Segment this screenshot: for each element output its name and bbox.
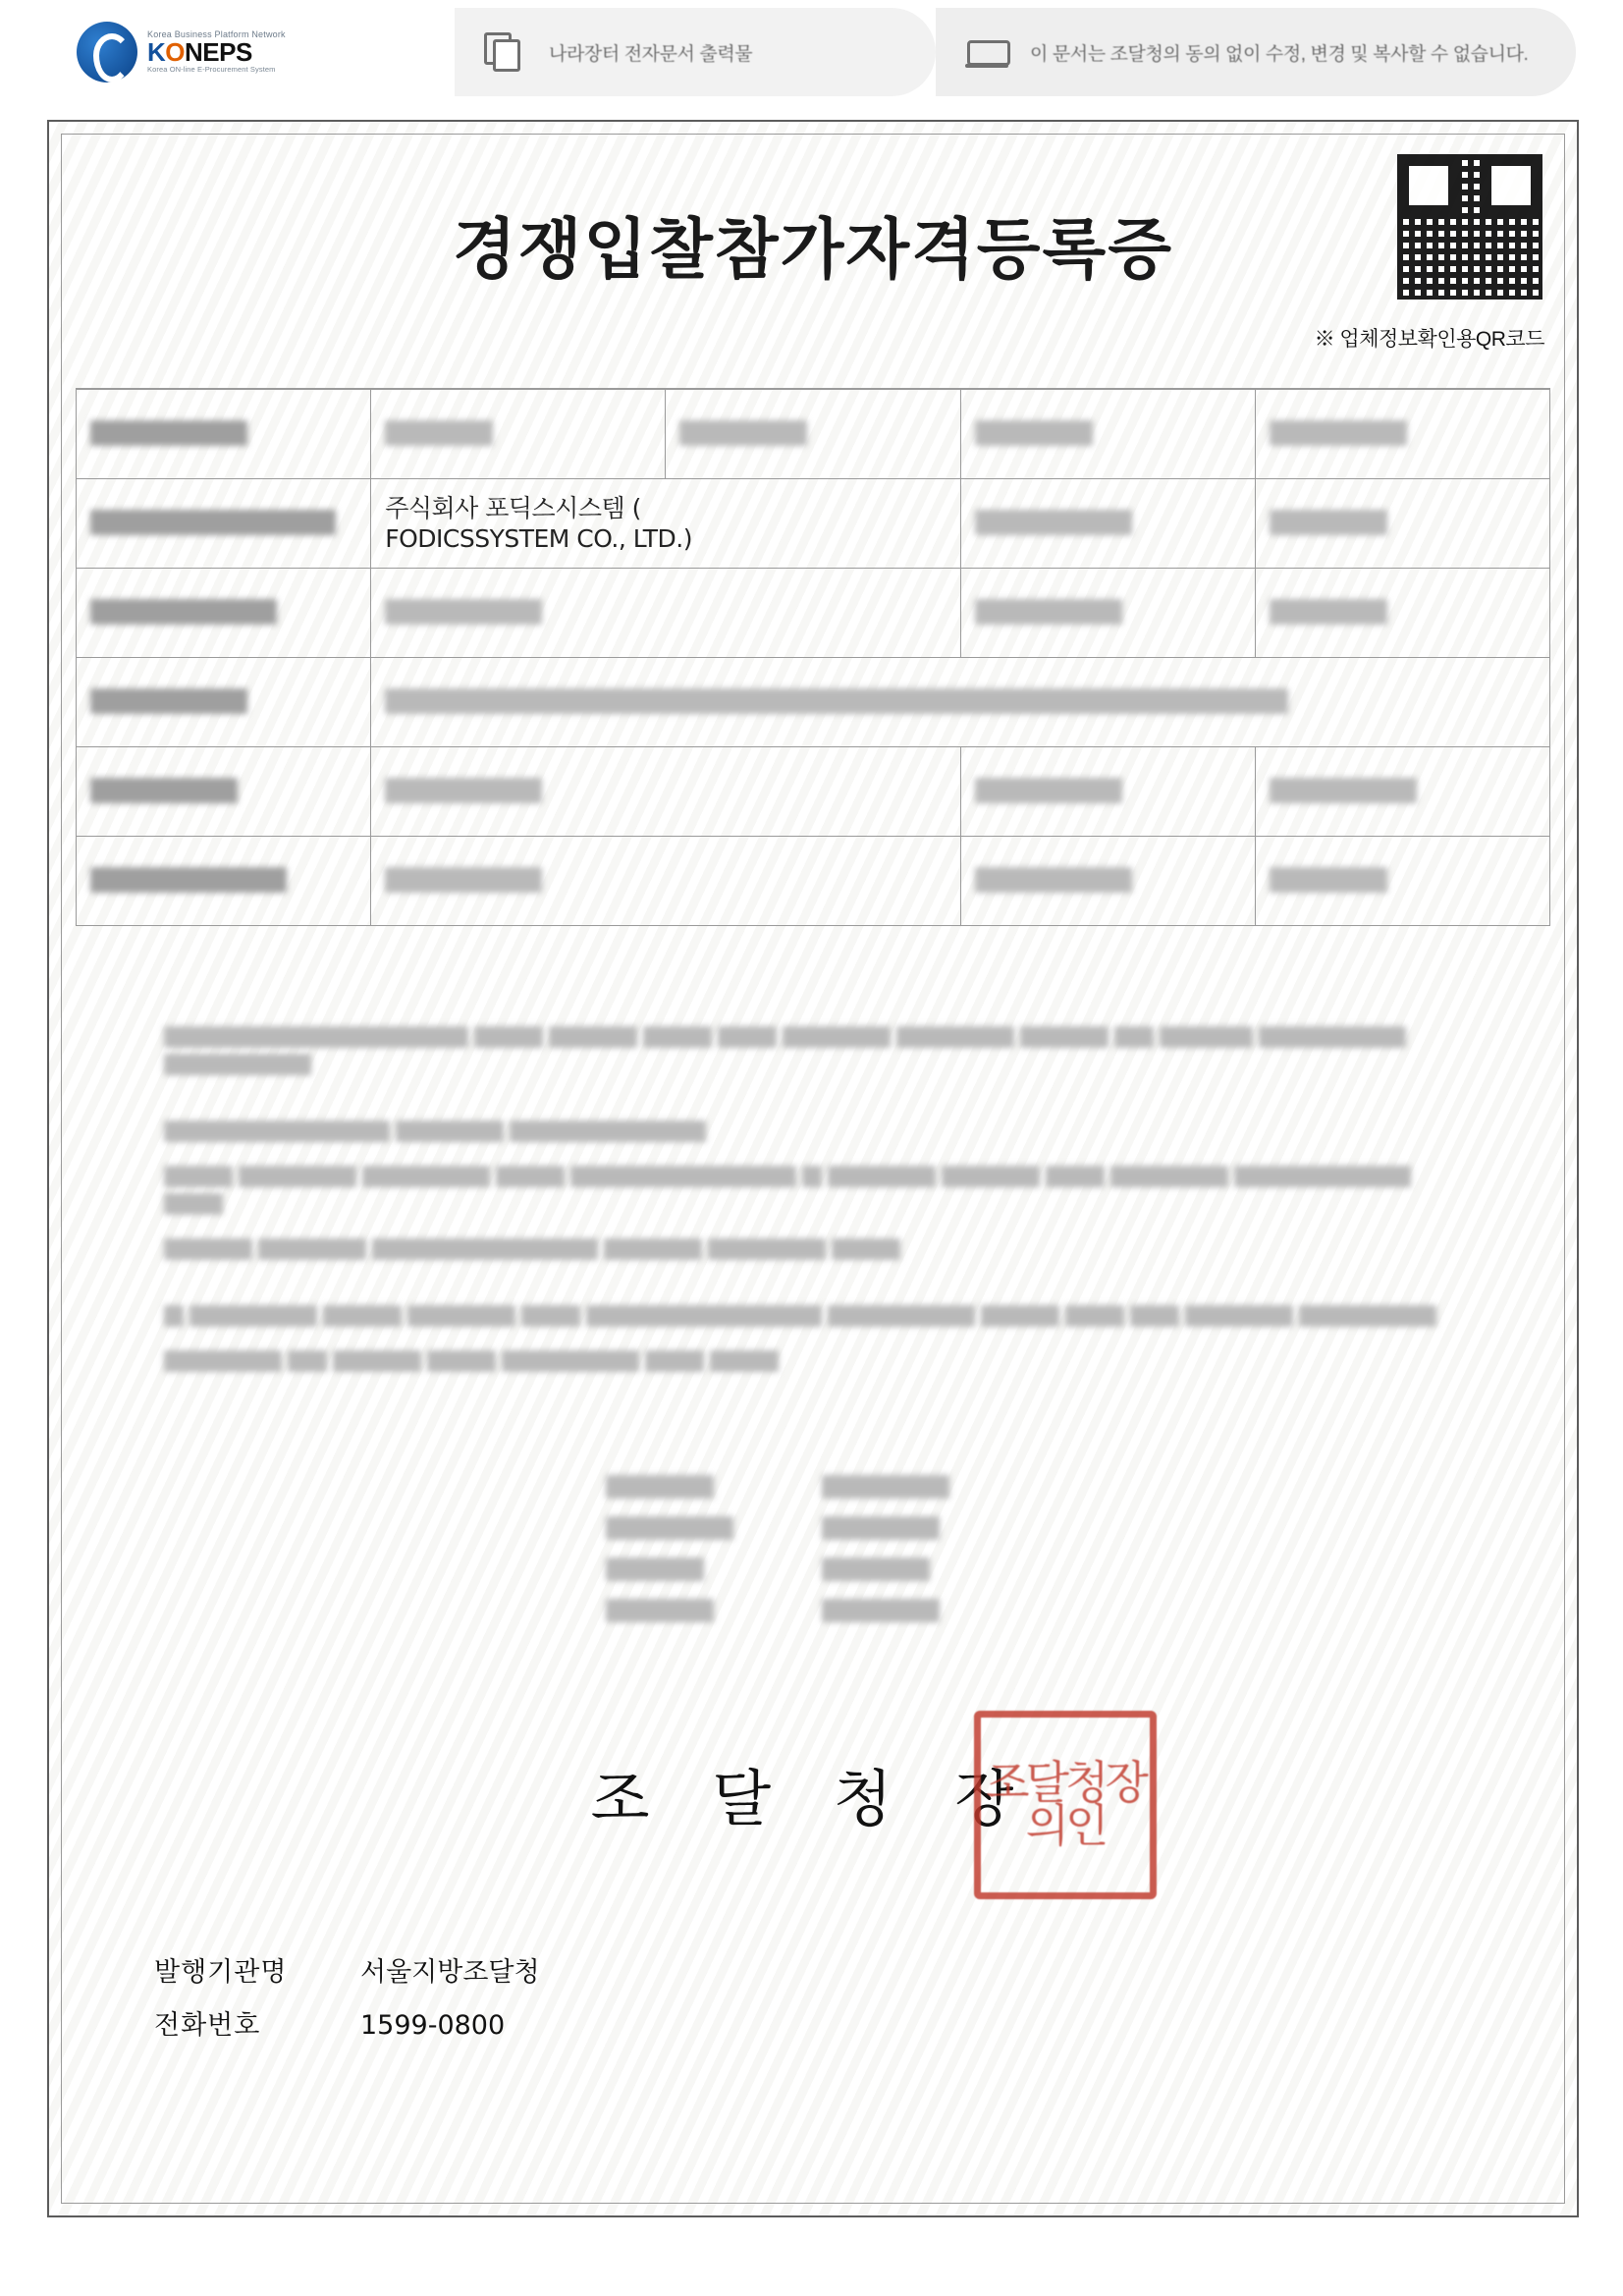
redacted-text bbox=[549, 1026, 637, 1048]
redacted-text bbox=[1270, 867, 1387, 893]
redacted-text bbox=[606, 1475, 714, 1499]
redacted-text bbox=[164, 1305, 184, 1327]
redacted-text bbox=[288, 1350, 327, 1372]
table-cell-value-redacted bbox=[371, 747, 960, 837]
redacted-text bbox=[606, 1516, 733, 1540]
table-cell-company-name bbox=[371, 479, 960, 569]
redacted-text bbox=[396, 1121, 504, 1142]
redacted-paragraph bbox=[76, 1235, 1550, 1263]
table-row bbox=[77, 479, 1550, 569]
koneps-emblem-icon bbox=[77, 22, 137, 82]
table-cell-label-redacted bbox=[77, 390, 371, 479]
footer-row-phone bbox=[154, 1999, 540, 2052]
redacted-text bbox=[832, 1238, 900, 1260]
table-cell-label-redacted bbox=[77, 658, 371, 747]
issuing-authority-title: 조 달 청 장 bbox=[590, 1763, 1036, 1834]
redacted-text bbox=[90, 420, 247, 446]
redacted-text bbox=[474, 1026, 543, 1048]
redacted-text bbox=[1130, 1305, 1179, 1327]
signature-details bbox=[606, 1475, 1116, 1622]
registration-info-table bbox=[76, 389, 1550, 926]
redacted-text bbox=[362, 1166, 490, 1187]
copy-icon bbox=[484, 32, 527, 72]
logo-brand-rest: NEPS bbox=[185, 37, 252, 68]
redacted-text bbox=[1065, 1305, 1124, 1327]
table-cell-value-redacted bbox=[1255, 747, 1549, 837]
toolbar-segment-copy-notice bbox=[936, 8, 1576, 96]
redacted-text bbox=[1299, 1305, 1436, 1327]
redacted-text bbox=[385, 420, 493, 446]
certificate-footer bbox=[154, 1946, 540, 2052]
footer-label-agency: 발행기관명 bbox=[154, 1957, 288, 1988]
redacted-text bbox=[164, 1026, 468, 1048]
redacted-text bbox=[975, 867, 1132, 893]
redacted-text bbox=[510, 1121, 706, 1142]
redacted-text bbox=[718, 1026, 777, 1048]
redacted-text bbox=[258, 1238, 366, 1260]
redacted-text bbox=[896, 1026, 1014, 1048]
redacted-text bbox=[90, 867, 287, 893]
redacted-text bbox=[783, 1026, 891, 1048]
redacted-text bbox=[164, 1121, 390, 1142]
table-cell-value-redacted bbox=[1255, 390, 1549, 479]
redacted-text bbox=[606, 1558, 704, 1581]
redacted-text bbox=[822, 1599, 940, 1622]
redacted-text bbox=[828, 1305, 975, 1327]
table-cell-label-redacted bbox=[77, 479, 371, 569]
table-row bbox=[77, 569, 1550, 658]
table-cell-label-redacted bbox=[77, 569, 371, 658]
redacted-text bbox=[385, 778, 542, 803]
redacted-text bbox=[90, 599, 277, 625]
redacted-paragraph bbox=[76, 1118, 1550, 1145]
redacted-text bbox=[1185, 1305, 1293, 1327]
qr-code-icon bbox=[1397, 154, 1542, 300]
redacted-text bbox=[708, 1238, 826, 1260]
certificate-page bbox=[47, 120, 1579, 2217]
redacted-text bbox=[385, 867, 542, 893]
footer-value-phone: 1599-0800 bbox=[360, 2010, 506, 2041]
redacted-text bbox=[521, 1305, 580, 1327]
logo-brand-k: K bbox=[147, 37, 166, 68]
redacted-text bbox=[323, 1305, 402, 1327]
table-cell-value-redacted bbox=[666, 390, 960, 479]
printer-icon bbox=[965, 32, 1008, 72]
certificate-body bbox=[76, 1023, 1550, 2189]
redacted-text bbox=[1160, 1026, 1253, 1048]
redacted-text bbox=[679, 420, 807, 446]
redacted-text bbox=[164, 1238, 252, 1260]
toolbar-segment-print-notice bbox=[455, 8, 936, 96]
table-cell-value-redacted bbox=[371, 390, 666, 479]
redacted-text bbox=[942, 1166, 1040, 1187]
redacted-text bbox=[90, 778, 238, 803]
redacted-text bbox=[189, 1305, 317, 1327]
redacted-text bbox=[975, 420, 1093, 446]
redacted-text bbox=[1270, 599, 1387, 625]
redacted-text bbox=[645, 1350, 704, 1372]
redacted-text bbox=[407, 1305, 515, 1327]
table-row bbox=[77, 658, 1550, 747]
redacted-text bbox=[975, 599, 1122, 625]
redacted-text bbox=[802, 1166, 822, 1187]
redacted-text bbox=[427, 1350, 496, 1372]
redacted-paragraph bbox=[76, 1302, 1550, 1330]
redacted-text bbox=[333, 1350, 421, 1372]
redacted-text bbox=[822, 1558, 930, 1581]
redacted-text bbox=[1020, 1026, 1109, 1048]
document-toolbar bbox=[59, 8, 1576, 96]
table-cell-value-redacted bbox=[960, 390, 1255, 479]
redacted-text bbox=[164, 1054, 311, 1075]
table-cell-value-redacted bbox=[960, 479, 1255, 569]
certificate-inner-border bbox=[61, 134, 1565, 2204]
table-row bbox=[77, 747, 1550, 837]
qr-code-note: ※ 업체정보확인용QR코드 bbox=[1314, 328, 1544, 351]
table-cell-label-redacted bbox=[77, 837, 371, 926]
redacted-paragraph bbox=[76, 1163, 1550, 1218]
table-row bbox=[77, 837, 1550, 926]
redacted-text bbox=[496, 1166, 565, 1187]
official-seal-stamp: 조달청장의인 bbox=[974, 1711, 1157, 1899]
redacted-text bbox=[975, 510, 1132, 535]
footer-label-phone: 전화번호 bbox=[154, 2010, 261, 2041]
logo-brand-o: O bbox=[165, 37, 186, 68]
redacted-text bbox=[643, 1026, 712, 1048]
table-cell-value-redacted bbox=[1255, 479, 1549, 569]
logo-brand bbox=[147, 39, 286, 66]
footer-value-agency: 서울지방조달청 bbox=[360, 1957, 540, 1988]
redacted-paragraph bbox=[76, 1023, 1550, 1078]
redacted-text bbox=[975, 778, 1122, 803]
redacted-text bbox=[570, 1166, 796, 1187]
table-cell-value-redacted bbox=[960, 837, 1255, 926]
redacted-text bbox=[385, 599, 542, 625]
redacted-text bbox=[164, 1350, 282, 1372]
redacted-text bbox=[502, 1350, 639, 1372]
table-cell-value-redacted bbox=[960, 747, 1255, 837]
table-cell-value-redacted bbox=[371, 658, 1550, 747]
table-cell-value-redacted bbox=[1255, 837, 1549, 926]
redacted-text bbox=[90, 510, 336, 535]
print-notice-text: 나라장터 전자문서 출력물 bbox=[549, 43, 753, 65]
certificate-header bbox=[76, 148, 1550, 389]
redacted-text bbox=[981, 1305, 1059, 1327]
copy-notice-text: 이 문서는 조달청의 동의 없이 수정, 변경 및 복사할 수 없습니다. bbox=[1030, 43, 1529, 65]
logo-tagline: Korea Business Platform Network bbox=[147, 28, 286, 39]
table-cell-value-redacted bbox=[960, 569, 1255, 658]
redacted-text bbox=[604, 1238, 702, 1260]
redacted-text bbox=[828, 1166, 936, 1187]
redacted-text bbox=[1114, 1026, 1154, 1048]
table-cell-label-redacted bbox=[77, 747, 371, 837]
redacted-text bbox=[164, 1166, 233, 1187]
redacted-text bbox=[1234, 1166, 1411, 1187]
signature-column-right bbox=[822, 1475, 949, 1622]
footer-row-agency bbox=[154, 1946, 540, 1999]
redacted-text bbox=[164, 1193, 223, 1215]
redacted-text bbox=[1270, 778, 1417, 803]
koneps-logo bbox=[59, 8, 455, 96]
page-title: 경쟁입찰참가자격등록증 bbox=[453, 211, 1173, 288]
company-name-text: 주식회사 포딕스시스템 ( FODICSSYSTEM CO., LTD.) bbox=[385, 493, 692, 553]
redacted-text bbox=[822, 1475, 949, 1499]
redacted-text bbox=[710, 1350, 779, 1372]
table-row bbox=[77, 390, 1550, 479]
redacted-paragraph bbox=[76, 1347, 1550, 1375]
redacted-text bbox=[1259, 1026, 1406, 1048]
redacted-text bbox=[385, 688, 1288, 714]
redacted-text bbox=[1110, 1166, 1228, 1187]
redacted-text bbox=[822, 1516, 940, 1540]
redacted-text bbox=[90, 688, 247, 714]
redacted-text bbox=[1046, 1166, 1105, 1187]
redacted-text bbox=[606, 1599, 714, 1622]
table-cell-value-redacted bbox=[371, 837, 960, 926]
redacted-text bbox=[239, 1166, 356, 1187]
redacted-text bbox=[1270, 420, 1407, 446]
body-paragraphs bbox=[76, 1023, 1550, 1375]
redacted-text bbox=[372, 1238, 598, 1260]
signature-column-left bbox=[606, 1475, 733, 1622]
redacted-text bbox=[586, 1305, 822, 1327]
redacted-text bbox=[1270, 510, 1387, 535]
table-cell-value-redacted bbox=[1255, 569, 1549, 658]
logo-subtitle: Korea ON-line E-Procurement System bbox=[147, 65, 276, 75]
table-cell-value-redacted bbox=[371, 569, 960, 658]
